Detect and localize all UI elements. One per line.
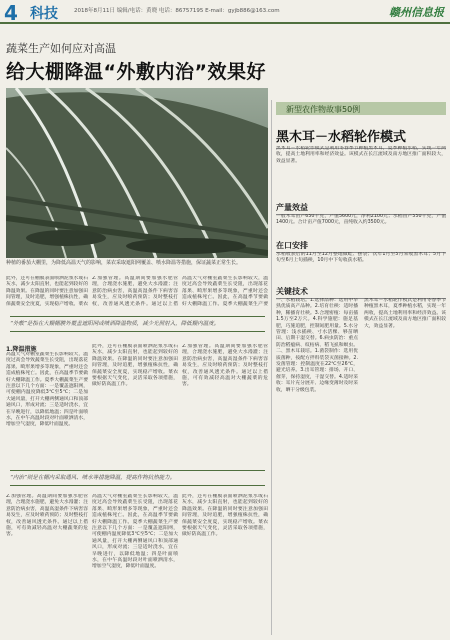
section-title: 科技 [30,6,58,22]
sidebar-heading-tech: 关键技术 [276,286,446,299]
sidebar-heading-schedule: 在口安排 [276,240,446,253]
sidebar-schedule-text: 水稻收获后的11月至12月整地做畦、摆袋；次年1月至5月采收黑木耳；5月下旬至6月上旬插秧，10月中下旬收获水稻。 [276,252,446,264]
pull-quote-2: “内治”则是在棚内采取通风、喷水等措施降温，提高作物抗热能力。 [10,470,265,486]
article-body-col-1: 高温天气对棚室蔬菜生长影响较大，温度过高会导致蔬菜生长受阻，出现落花落果、畸形果增多等现象，严重时还会造成植株死亡。因此，在高温季节要做好大棚降温工作。夏季大棚蔬菜生产要注意以下几个方面：一是覆盖遮阳网，可使棚内温度降低3℃至5℃；二是加大通风量，打开大棚两侧通风口和顶部通风口，形成对流；三是适时浇水，宜在早晚进行，以降低地温；四是叶面喷水，在中午高温时段对叶面喷洒清水，增加空气湿度，降低叶面温度。 [6,352,88,428]
sidebar-output-text: 一般木耳亩产650千克，产值5600元，净利2100元；水稻亩产550千克，产值1400元。合计亩产值7000元，亩纯收入约3500元。 [276,214,446,226]
section-1-heading: 1.降温措施 [6,346,37,353]
article-body-col-3: 2.加强管理。高温期间要加强水肥管理，合理浇水施肥，避免大水漫灌；注意防治病虫害，高温高湿条件下病害容易发生，应及时喷药预防；及时整枝打杈，改善通风透光条件。通过以上措施，可有效减轻高温对大棚蔬菜的危害。 [182,344,268,388]
pull-quote-1: “外敷”是指在大棚棚膜外覆盖遮阳网或喷洒降温物质，减少光照射入，降低棚内温度。 [10,316,265,332]
sidebar-tech-col-2: 黑木耳－水稻轮作模式是利用冬春季节种植黑木耳，夏季种植水稻，实现一年两收，提高土地利用率和经济效益。该模式在长江流域及南方地区推广面积较大，效益显著。 [364,298,446,329]
greenhouse-photo [6,88,268,258]
issue-meta: 2018年8月11日 编辑/电话：黄晓 电话：86757195 E-mail：gyjb886@163.com [74,8,280,14]
article-headline: 给大棚降温“外敷内治”效果好 [6,61,266,83]
sidebar-title: 黑木耳－水稻轮作模式 [276,126,446,149]
article-body-lead-3: 高温天气对棚室蔬菜生长影响较大，温度过高会导致蔬菜生长受阻，出现落花落果、畸形果增多等现象，严重时还会造成植株死亡。因此，在高温季节要做好大棚降温工作。夏季大棚蔬菜生产要 [182,276,268,306]
photo-caption: 种植的番茄大棚里，为降低高温天气的影响，菜农采取遮阳网覆盖、喷水降温等措施，保证蔬菜正常生长。 [6,260,242,266]
article-body-col-5: 高温天气对棚室蔬菜生长影响较大，温度过高会导致蔬菜生长受阻，出现落花落果、畸形果增多等现象，严重时还会造成植株死亡。因此，在高温季节要做好大棚降温工作。夏季大棚蔬菜生产要注意以下几个方面：一是覆盖遮阳网，可使棚内温度降低3℃至5℃；二是加大通风量，打开大棚两侧通风口和顶部通风口，形成对流；三是适时浇水，宜在早晚进行，以降低地温；四是叶面喷水，在中午高温时段对叶面喷洒清水，增加空气湿度，降低叶面温度。 [92,494,178,570]
article-body-col-2: 此外，还可在棚膜表面喷洒泥浆水或石灰水，减少太阳直射，也能起到较好的降温效果。在降温的同时要注意加强田间管理，及时追肥，增强植株抗性，确保蔬菜安全度夏，实现稳产增收。菜农要根据天气变化，灵活采取各项措施，做好防高温工作。 [92,344,178,388]
greenhouse-photo-image [6,88,268,258]
sidebar-tech-col-1: 一、水稻栽培。1.选择品种：选用中早熟优质高产品种。2.培育壮秧：适时播种，稀播育壮秧。3.合理密植：每亩插1.5万至2万穴。4.科学施肥：施足基肥，巧施追肥，控制氮肥用量。5.水分管理：浅水插秧、寸水活棵、够苗晒田、后期干湿交替。6.病虫防治：重点防治稻瘟病、纹枯病、稻飞虱和螟虫。二、黑木耳栽培。1.菌袋制作：选用优质菌种，按配方拌料装袋灭菌接种。2.发菌管理：控制温度在22℃至26℃，避光培养。3.出耳管理：排场、开口、催芽，保持湿度，干湿交替。4.适时采收：耳片充分展开、边缘变薄时及时采收，晒干分级包装。 [276,298,358,393]
page-number: 4 [4,1,18,25]
article-kicker: 蔬菜生产如何应对高温 [6,42,116,55]
series-banner [276,102,446,115]
column-divider [271,100,272,635]
article-body-col-6: 此外，还可在棚膜表面喷洒泥浆水或石灰水，减少太阳直射，也能起到较好的降温效果。在降温的同时要注意加强田间管理，及时追肥，增强植株抗性，确保蔬菜安全度夏，实现稳产增收。菜农要根据天气变化，灵活采取各项措施，做好防高温工作。 [182,494,268,538]
article-body-lead: 此外，还可在棚膜表面喷洒泥浆水或石灰水，减少太阳直射，也能起到较好的降温效果。在降温的同时要注意加强田间管理，及时追肥，增强植株抗性，确保蔬菜安全度夏，实现稳产增收。菜农 [6,276,88,306]
article-body-col-4: 2.加强管理。高温期间要加强水肥管理，合理浇水施肥，避免大水漫灌；注意防治病虫害，高温高湿条件下病害容易发生，应及时喷药预防；及时整枝打杈，改善通风透光条件。通过以上措施，可有效减轻高温对大棚蔬菜的危害。 [6,494,88,538]
page-header [0,0,450,24]
newspaper-masthead: 赣州信息报 [389,6,444,19]
series-label: 新型农作物故事50例 [286,105,361,114]
sidebar-intro: 黑木耳－水稻轮作模式是利用冬春季节种植黑木耳，夏季种植水稻，实现一年两收，提高土地利用率和经济效益。该模式在长江流域及南方地区推广面积较大，效益显著。 [276,146,446,164]
article-body-lead-2: 2.加强管理。高温期间要加强水肥管理，合理浇水施肥，避免大水漫灌；注意防治病虫害，高温高湿条件下病害容易发生，应及时喷药预防；及时整枝打杈，改善通风透光条件。通过以上措 [92,276,178,306]
sidebar-heading-output: 产量效益 [276,202,446,215]
